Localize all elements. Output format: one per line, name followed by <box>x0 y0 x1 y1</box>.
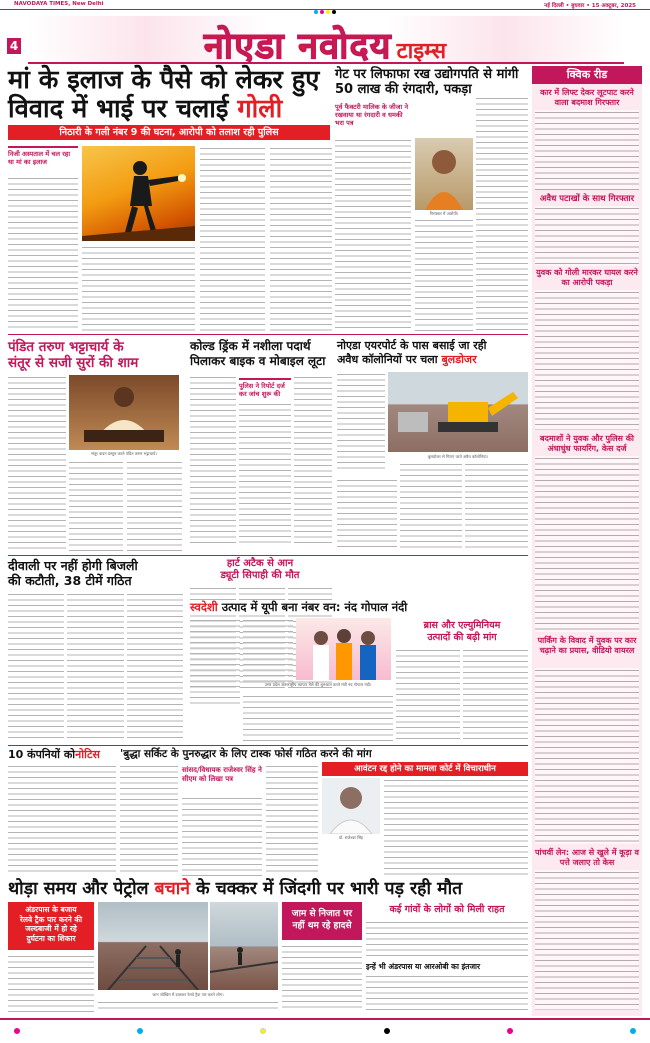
lead-headline-line1: मां के इलाज के पैसे को लेकर हुए <box>8 65 320 95</box>
footer-dots <box>0 1028 650 1036</box>
rangdari-pull <box>335 103 411 127</box>
sidebar-item-2-head <box>534 194 640 204</box>
swadeshi-subhead <box>396 620 528 644</box>
swadeshi-highlight: स्वदेशी <box>190 600 218 614</box>
santoor-body-c <box>127 460 182 553</box>
notice-body <box>8 764 116 876</box>
santoor-photo <box>69 375 179 450</box>
bottom-body-e <box>366 974 528 1012</box>
bottom-box-line3: जल्दबाजी में हो रहे <box>25 924 77 933</box>
bulldozer-headline-line2: अवैध कॉलोनियों पर चला <box>337 353 438 366</box>
bottom-headline-text-c: के चक्कर में जिंदगी पर भारी पड़ रही मौत <box>196 879 463 899</box>
bottom-body-a <box>8 954 94 1012</box>
railway-track-photo <box>98 902 208 990</box>
budh-pull <box>182 766 262 784</box>
sidebar-item-3-head <box>534 268 640 288</box>
budh-subhead-text: आवंटन रद्द होने का मामला कोर्ट में विचाराधीन <box>354 764 496 774</box>
lead-photo <box>82 146 195 241</box>
budh-headline-text: 'बुद्धा सर्किट के पुनरुद्धार के लिए टास्क फोर्स गठित करने की मांग <box>120 748 372 760</box>
cold-headline-line2: पिलाकर बाइक व मोबाइल लूटा <box>190 354 326 368</box>
swadeshi-body-c <box>396 648 460 742</box>
swadeshi-body-a <box>190 618 240 708</box>
masthead-title: नोएडा नवोदय <box>203 26 392 67</box>
bottom-box-line1: अंडरपास के बजाय <box>25 905 77 914</box>
swadeshi-banner <box>190 600 528 614</box>
bulldozer-body-b <box>337 478 397 548</box>
sidebar-item-3-body <box>535 290 639 430</box>
cold-headline <box>190 339 330 369</box>
swadeshi-photo <box>296 618 391 680</box>
rangdari-body-c <box>476 96 528 331</box>
divider-3 <box>8 745 528 746</box>
sidebar-item-5-head <box>534 636 640 656</box>
budh-photo <box>322 778 380 834</box>
sidebar-title <box>532 66 642 84</box>
power-headline-line1: दीवाली पर नहीं होगी बिजली <box>8 558 138 573</box>
bottom-body-b <box>98 1000 278 1012</box>
lead-pullquote <box>8 146 78 166</box>
swadeshi-subhead-line1: ब्रास और एल्युमिनियम <box>423 620 501 631</box>
lead-headline <box>8 66 330 124</box>
sidebar-item-1-text: कार में लिफ्ट देकर लूटपाट करने वाला बदमाश गिरफ्तार <box>540 88 634 107</box>
page-number <box>7 38 21 54</box>
divider-1 <box>8 334 528 335</box>
lead-pullquote-text: निजी अस्पताल में चल रहा था मां का इलाज <box>8 150 71 166</box>
rangdari-photo <box>415 138 473 210</box>
santoor-headline-line2: संतूर से सजी सुरों की शाम <box>8 355 139 371</box>
bulldozer-photo <box>388 372 528 452</box>
bulldozer-headline-line1: नोएडा एयरपोर्ट के पास बसाई जा रही <box>337 339 487 352</box>
lead-body-col2 <box>82 245 195 331</box>
rangdari-pull-text: पूर्व फैक्टरी मालिक के जीजा ने रखवाया था रंगदारी व धमकी भरा पत्र <box>335 103 409 127</box>
minister-photo <box>296 618 391 680</box>
divider-2 <box>8 555 528 556</box>
bulldozer-headline-highlight: बुलडोजर <box>441 353 477 366</box>
cold-pull <box>239 378 291 398</box>
bottom-photo-a <box>98 902 208 990</box>
heart-headline <box>190 558 330 582</box>
swadeshi-subhead-line2: उत्पादों की बढ़ी मांग <box>427 632 497 643</box>
bottom-photo-b <box>210 902 278 990</box>
budh-pull-text: सांसद/विधायक राजेश्वर सिंह ने सीएम को लिखा पत्र <box>182 766 262 783</box>
budh-body-c <box>266 764 318 876</box>
bulldozer-caption: बुलडोजर से गिराए जाते अवैध कॉलोनियां। <box>427 454 489 459</box>
sidebar-title-text: क्विक रीड <box>566 68 608 81</box>
date-line: नई दिल्ली • बुधवार • 15 अक्टूबर, 2025 <box>544 3 636 9</box>
crossing-photo <box>210 902 278 990</box>
bottom-box-line4: दुर्घटना का शिकार <box>26 933 76 943</box>
lead-subhead-text: निठारी के गली नंबर 9 की घटना, आरोपी को तलाश रही पुलिस <box>59 127 279 138</box>
rangdari-body-b <box>415 218 473 331</box>
bulldozer-illustration <box>388 372 528 452</box>
masthead <box>140 20 510 67</box>
bottom-photo-caption: जान जोखिम में डालकर रेलवे ट्रैक पार करते लोग। <box>152 992 224 997</box>
gunman-illustration <box>82 146 195 241</box>
bottom-relief-text: कई गांवों के लोगों को मिली राहत <box>389 904 505 915</box>
cold-body-a <box>190 375 236 545</box>
bulldozer-body-a <box>337 372 385 472</box>
bulldozer-body-d <box>465 462 528 548</box>
budh-subhead <box>322 762 528 776</box>
bottom-inset-line2: नहीं थम रहे हादसे <box>292 921 352 931</box>
sidebar-item-4-head <box>534 434 640 454</box>
notice-highlight: नोटिस <box>75 748 100 761</box>
lead-subhead <box>8 125 330 140</box>
sidebar-item-4-text: बदमाशों ने युवक और पुलिस की अंधाधुंध फायरिंग, केस दर्ज <box>540 434 634 453</box>
swadeshi-headline-text: उत्पाद में यूपी बना नंबर वन: नंद गोपाल नंदी <box>221 600 408 614</box>
bulldozer-body-c <box>400 462 462 548</box>
rangdari-headline-text: गेट पर लिफाफा रख उद्योगपति से मांगी 50 लाख की रंगदारी, पकड़ा <box>335 67 519 97</box>
sidebar-item-5-text: पार्किंग के विवाद में युवक पर कार चढ़ाने का प्रयास, वीडियो वायरल <box>537 636 637 655</box>
budh-body-a <box>120 764 178 876</box>
page-number-text: 4 <box>9 39 19 53</box>
sidebar-item-4-body <box>535 456 639 632</box>
bottom-box <box>8 902 94 950</box>
lead-body-col4 <box>270 146 332 331</box>
power-headline <box>8 558 184 588</box>
power-body-a <box>8 592 64 742</box>
bottom-relief <box>366 904 528 916</box>
bottom-wait <box>366 962 528 972</box>
budh-headline <box>120 748 528 761</box>
bottom-headline-highlight: बचाने <box>154 879 191 899</box>
swadeshi-body-d <box>463 648 528 742</box>
bottom-headline <box>8 878 528 900</box>
santoor-caption: संतूर वादन प्रस्तुत करते पंडित तरुण भट्टाचार्य। <box>91 451 157 456</box>
swadeshi-body-e <box>243 694 393 742</box>
budh-body-b <box>182 796 262 876</box>
cold-body-b <box>239 402 291 545</box>
top-strip <box>0 0 650 10</box>
santoor-headline-line1: पंडित तरुण भट्टाचार्य के <box>8 339 124 355</box>
bottom-body-d <box>366 920 528 960</box>
rangdari-headline <box>335 67 525 97</box>
cold-pull-text: पुलिस ने रिपोर्ट दर्ज कर जांच शुरू की <box>239 382 285 398</box>
swadeshi-main-title <box>337 558 529 572</box>
bottom-wait-text: इन्हें भी अंडरपास या आरओबी का इंतजार <box>366 962 481 971</box>
notice-headline <box>8 748 118 762</box>
sidebar-item-3-text: युवक को गोली मारकर घायल करने का आरोपी पकड़ा <box>536 268 638 287</box>
paper-name: NAVODAYA TIMES, New Delhi <box>14 1 104 7</box>
sidebar-item-6-body <box>535 870 639 1010</box>
bottom-inset <box>282 902 362 940</box>
power-body-b <box>67 592 124 742</box>
heart-headline-line2: ड्यूटी सिपाही की मौत <box>220 570 300 581</box>
sidebar-item-2-text: अवैध पटाखों के साथ गिरफ्तार <box>539 194 635 204</box>
santoor-body-b <box>69 460 123 553</box>
bottom-headline-text-a: थोड़ा समय और पेट्रोल <box>8 879 149 899</box>
sidebar-item-5-body <box>535 668 639 844</box>
notice-headline-text: 10 कंपनियों को <box>8 748 76 761</box>
cold-headline-line1: कोल्ड ड्रिंक में नशीला पदार्थ <box>190 339 311 353</box>
sidebar-item-6-head <box>534 848 640 868</box>
lead-headline-highlight: गोली <box>237 94 283 124</box>
swadeshi-title <box>190 560 191 561</box>
sidebar-item-2-body <box>535 206 639 266</box>
sidebar-item-1-head <box>534 88 640 108</box>
budh-photo-caption: डॉ. राजेश्वर सिंह <box>338 835 364 840</box>
bottom-inset-line1: जाम से निजात पर <box>291 909 353 919</box>
bottom-body-c <box>282 944 362 1012</box>
power-headline-line2: की कटौती, 38 टीमें गठित <box>8 573 132 588</box>
sidebar-item-6-text: पांचवीं लेन: आज से खुले में कूड़ा व पत्ते जलाए तो केस <box>535 848 639 867</box>
bottom-box-line2: रेलवे ट्रैक पार करने की <box>19 914 83 924</box>
sidebar-item-1-body <box>535 110 639 190</box>
accused-photo <box>415 138 473 210</box>
mp-photo <box>322 778 380 834</box>
swadeshi-caption: उत्तर प्रदेश अंतरराष्ट्रीय व्यापार मेले की शुरुआत करते मंत्री नंद गोपाल नंदी। <box>264 682 372 687</box>
lead-body-col3 <box>200 146 265 331</box>
lead-body-col1 <box>8 176 78 331</box>
budh-body-d <box>384 778 528 876</box>
santoor-headline <box>8 339 188 371</box>
power-body-c <box>127 592 183 742</box>
rangdari-photo-caption: गिरफ्तार में आरोपी। <box>429 211 459 216</box>
rangdari-body-a <box>335 138 411 331</box>
cold-body-c <box>294 375 332 545</box>
santoor-body-a <box>8 375 66 553</box>
bulldozer-headline <box>337 339 529 367</box>
lead-headline-line2: विवाद में भाई पर चलाई <box>8 94 229 124</box>
masthead-suffix: टाइम्स <box>396 39 447 64</box>
heart-headline-line1: हार्ट अटैक से आन <box>226 558 294 569</box>
footer-rule <box>0 1018 650 1020</box>
musician-photo <box>69 375 179 450</box>
swadeshi-body-b <box>243 618 293 682</box>
